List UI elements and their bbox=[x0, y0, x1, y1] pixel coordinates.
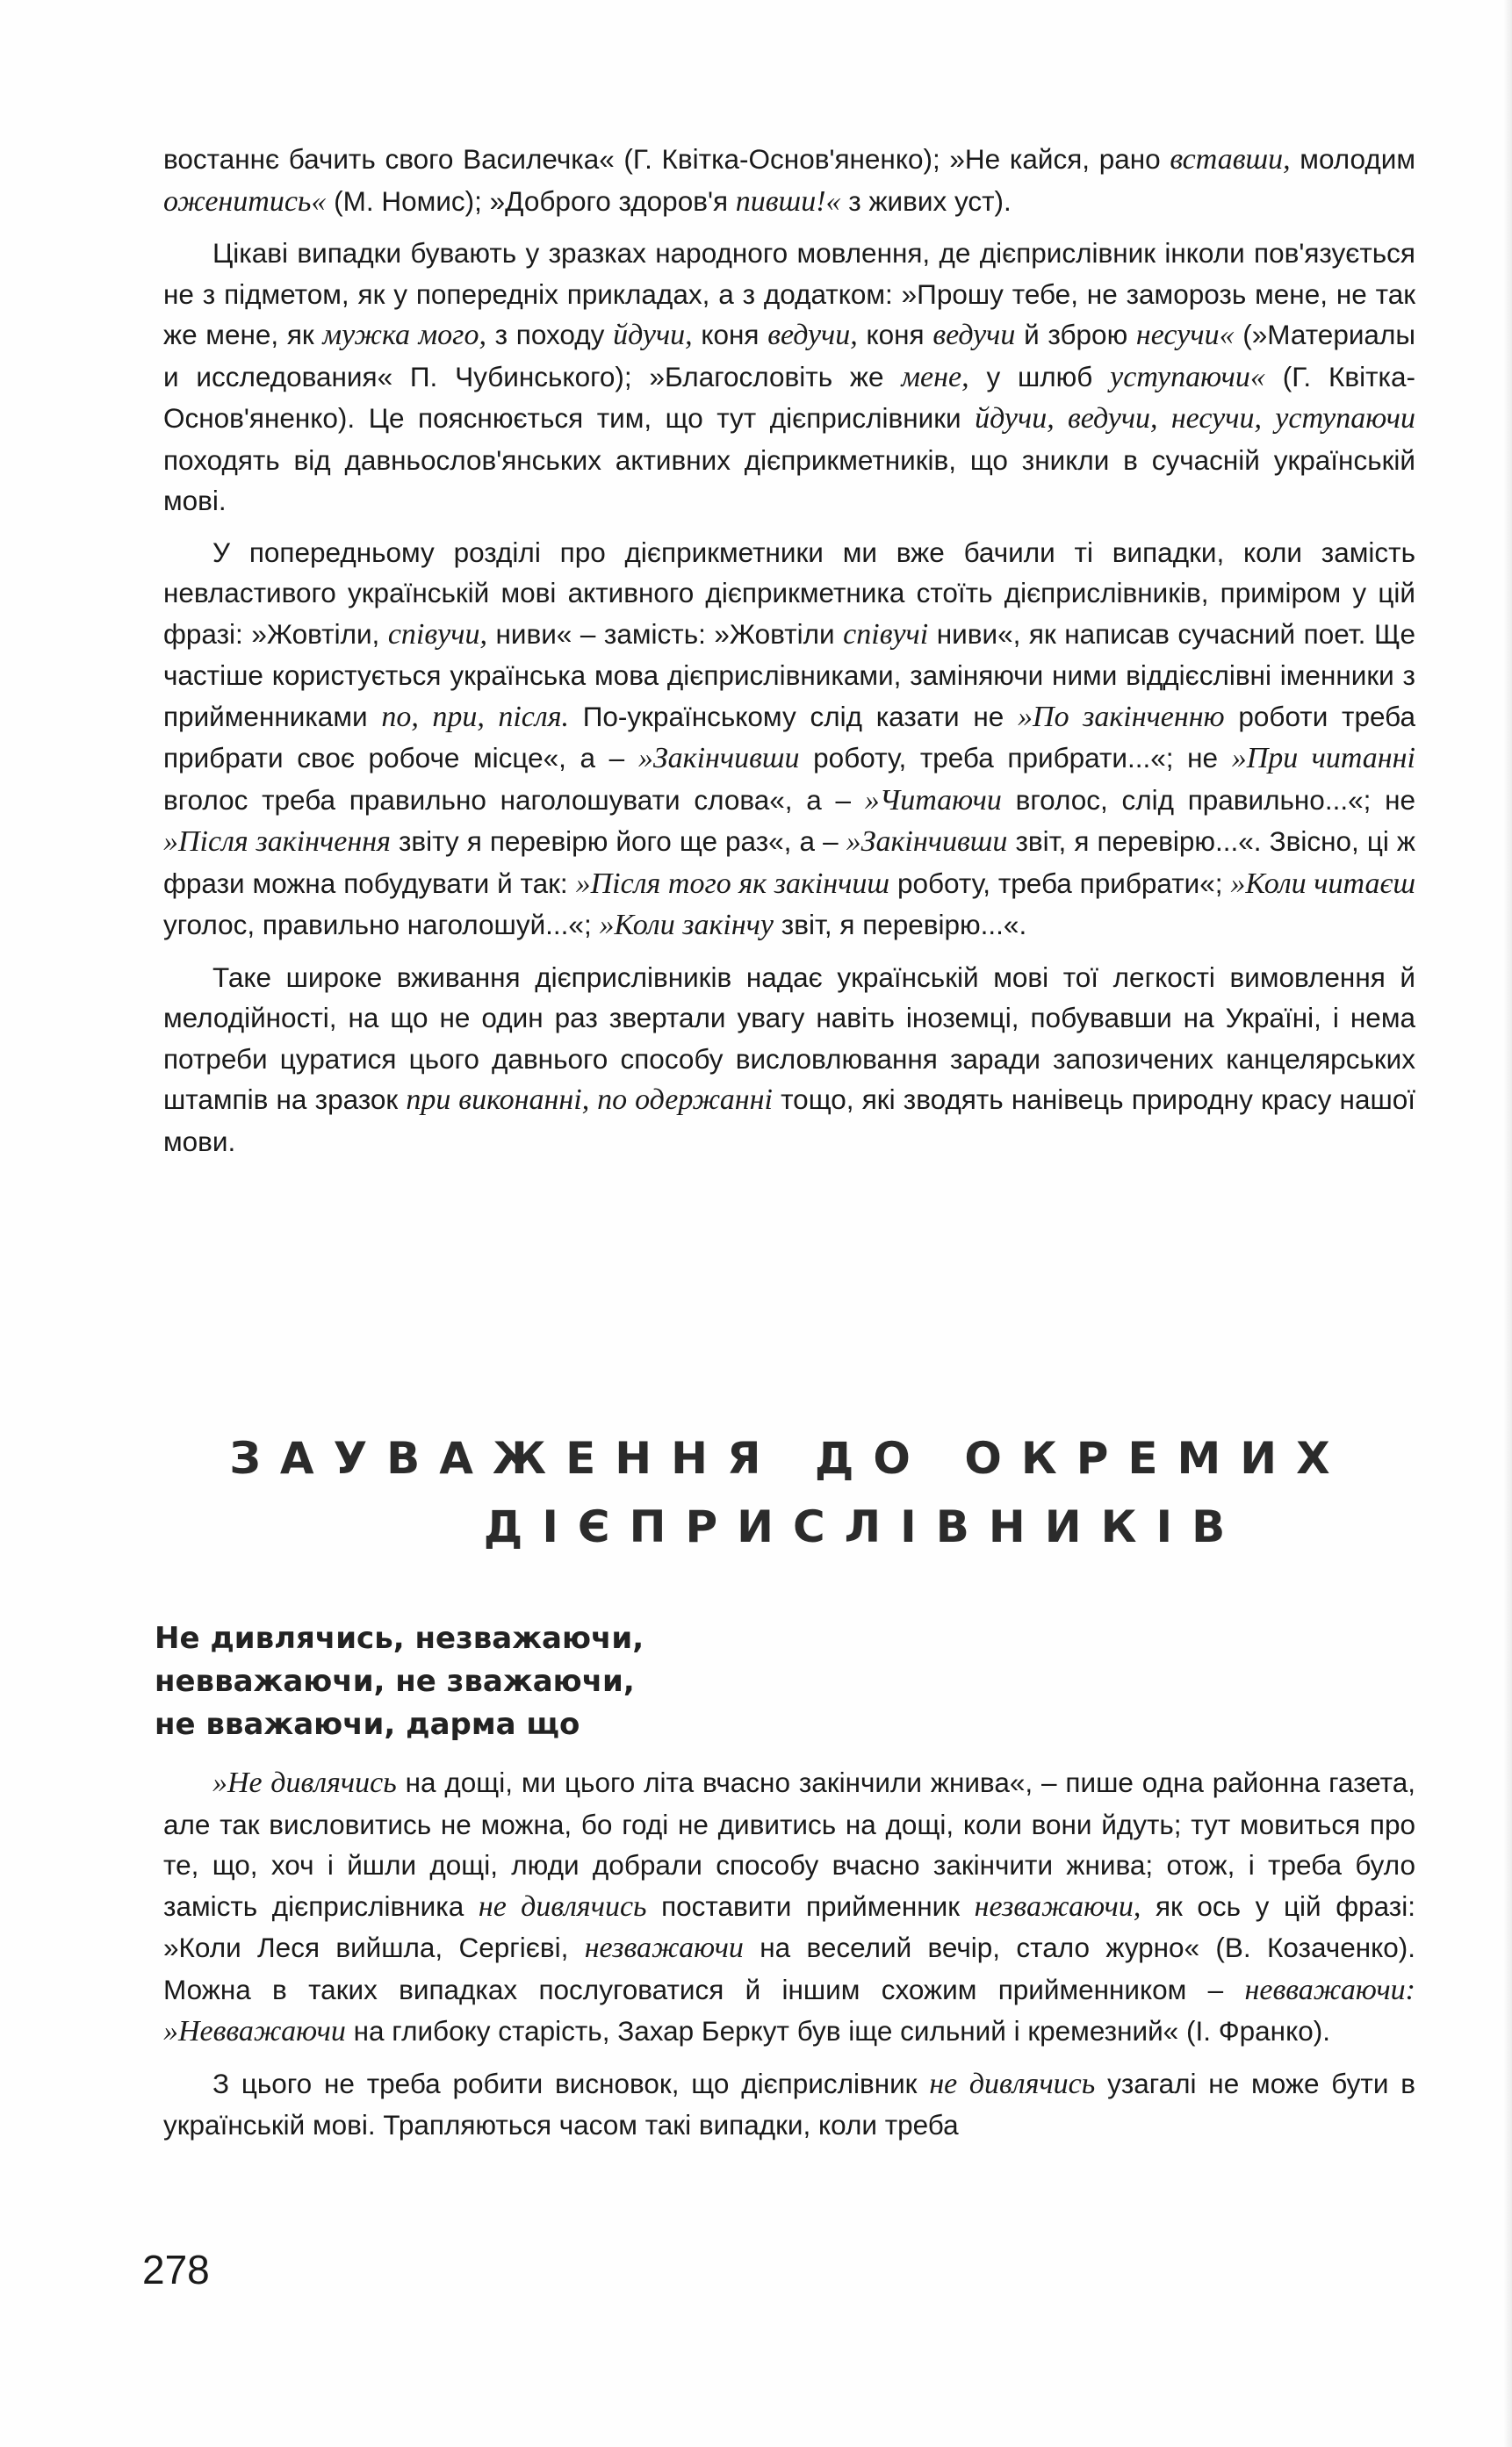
italic-phrase: »Закінчивши bbox=[637, 742, 800, 774]
text-run: роботи треба прибрати своє робоче місце«, а – bbox=[163, 700, 1415, 774]
text-run: (Г. Квітка-Основ'яненко). Це пояснюється тим, що тут дієприслівники bbox=[163, 360, 1416, 434]
text-run: (М. Номис); »Доброго здоров'я bbox=[326, 184, 736, 217]
italic-phrase: незважаючи bbox=[584, 1932, 744, 1964]
text-run: роботу, треба прибрати...«; не bbox=[799, 742, 1232, 774]
section-heading-line-2: ДІЄПРИСЛІВНИКІВ bbox=[483, 1501, 1245, 1552]
subsection-heading-line-2: невважаючи, не зважаючи, bbox=[155, 1664, 635, 1699]
paragraph bbox=[163, 139, 1415, 222]
italic-phrase: йдучи, bbox=[613, 319, 693, 351]
italic-phrase: »Коли закінчу bbox=[599, 909, 774, 941]
italic-phrase: оженитись« bbox=[163, 184, 327, 218]
text-run: (»Материалы и исследования« П. Чубинського); »Благословіть же bbox=[163, 319, 1415, 392]
italic-phrase: »Після закінчення bbox=[163, 825, 391, 858]
italic-phrase: при виконанні, по одержанні bbox=[406, 1083, 773, 1116]
paragraph bbox=[163, 2063, 1415, 2146]
text-run: коня bbox=[857, 319, 933, 350]
italic-phrase: »Не дивлячись bbox=[212, 1767, 397, 1799]
subsection-heading bbox=[155, 1617, 857, 1746]
text-run: коня bbox=[692, 319, 768, 350]
text-run: вголос, слід правильно...«; не bbox=[1001, 783, 1415, 816]
italic-phrase: йдучи, ведучи, несучи, уступаючи bbox=[975, 402, 1415, 435]
text-run: й зброю bbox=[1015, 319, 1136, 350]
paragraph bbox=[163, 233, 1415, 522]
italic-phrase: по, при, після. bbox=[381, 700, 569, 733]
italic-phrase: вставши, bbox=[1170, 143, 1291, 176]
page-edge-shadow bbox=[1503, 0, 1512, 2447]
paragraph bbox=[163, 957, 1415, 1162]
italic-phrase: »Коли читаєш bbox=[1230, 867, 1415, 900]
text-run: з живих уст). bbox=[840, 184, 1012, 217]
text-run: уголос, правильно наголошуй...«; bbox=[163, 909, 600, 940]
text-run: на дощі, ми цього літа вчасно закінчили жнива«, – пише одна районна газета, але так висловитись не можна, бо годі не дивитись на дощі, коли вони йдуть; тут мовиться про те, що, хоч і йшли дощі, люди добрали способу вчасно закінчити жнива; отож, і треба було замість дієприслівника bbox=[163, 1767, 1416, 1922]
body-text-top bbox=[163, 139, 1415, 1162]
text-run: востаннє бачить свого Василечка« (Г. Квітка-Основ'яненко); »Не кайся, рано bbox=[163, 143, 1170, 175]
text-run: звіту я перевірю його ще раз«, а – bbox=[390, 825, 846, 857]
paragraph bbox=[163, 1762, 1415, 2053]
text-run: походять від давньослов'янських активних дієприкметників, що зникли в сучасній українській мові. bbox=[163, 443, 1415, 516]
text-run: з походу bbox=[486, 319, 614, 350]
text-run: По-українському слід казати не bbox=[569, 700, 1019, 732]
text-run: вголос треба правильно наголошувати слова«, а – bbox=[163, 783, 865, 816]
text-run: ниви« – замість: »Жовтіли bbox=[486, 617, 844, 650]
page-number: 278 bbox=[142, 2247, 210, 2292]
text-run: Цікаві випадки бувають у зразках народного мовлення, де дієприслівник інколи пов'язується не з підметом, як у попередніх прикладах, а з додатком: »Прошу тебе, не заморозь мене, не так же мене, як bbox=[163, 237, 1415, 350]
italic-phrase: ведучи, bbox=[767, 319, 858, 351]
section-heading-line-1: ЗАУВАЖЕННЯ ДО ОКРЕМИХ bbox=[229, 1433, 1350, 1484]
text-run: З цього не треба робити висновок, що дієприслівник bbox=[212, 2067, 930, 2099]
text-run: як ось у цій фразі: »Коли Леся вийшла, Сергієві, bbox=[163, 1889, 1415, 1963]
italic-phrase: пивши!« bbox=[735, 184, 841, 218]
italic-phrase: ведучи bbox=[932, 319, 1016, 351]
text-run: звіт, я перевірю...«. Звісно, ці ж фрази можна побудувати й так: bbox=[163, 825, 1415, 899]
italic-phrase: невважаючи: »Невважаючи bbox=[163, 1973, 1415, 2048]
italic-phrase: співучи, bbox=[387, 617, 487, 651]
italic-phrase: незважаючи, bbox=[974, 1889, 1141, 1923]
italic-phrase: »По закінченню bbox=[1018, 700, 1225, 733]
text-run: Таке широке вживання дієприслівників надає українській мові тої легкості вимовлення й мелодійності, на що не один раз звертали увагу навіть іноземці, побувавши на Україні, і нема потреби цуратися цього давнього способу висловлювання заради запозичених канцелярських штампів на зразок bbox=[163, 961, 1415, 1115]
text-run: поставити прийменник bbox=[646, 1889, 975, 1922]
body-text-bottom bbox=[163, 1762, 1415, 2146]
italic-phrase: »Читаючи bbox=[864, 783, 1002, 817]
text-run: у шлюб bbox=[968, 360, 1111, 392]
italic-phrase: мужка мого, bbox=[322, 319, 486, 351]
italic-phrase: »Закінчивши bbox=[846, 825, 1008, 858]
section-heading bbox=[163, 1424, 1415, 1561]
text-run: молодим bbox=[1290, 143, 1415, 175]
italic-phrase: несучи« bbox=[1135, 319, 1235, 351]
italic-phrase: уступаючи« bbox=[1110, 360, 1265, 393]
text-run: тощо, які зводять нанівець природну красу нашої мови. bbox=[163, 1083, 1415, 1157]
text-run: на веселий вечір, стало журно« (В. Козаченко). Можна в таких випадках послуговатися й іншим схожим прийменником – bbox=[163, 1932, 1416, 2005]
italic-phrase: не дивлячись bbox=[929, 2067, 1096, 2100]
italic-phrase: »При читанні bbox=[1231, 742, 1415, 774]
text-run: ниви«, як написав сучасний поет. Ще частіше користується українська мова дієприслівниками, заміняючи ними віддієслівні іменники з прийменниками bbox=[163, 617, 1416, 732]
italic-phrase: співучі bbox=[843, 617, 929, 651]
text-run: узагалі не може бути в українській мові. Трапляються часом такі випадки, коли треба bbox=[163, 2067, 1415, 2141]
text-run: роботу, треба прибрати«; bbox=[889, 867, 1231, 899]
text-run: звіт, я перевірю...«. bbox=[774, 909, 1027, 940]
paragraph bbox=[163, 532, 1415, 946]
subsection-heading-line-3: не вважаючи, дарма що bbox=[155, 1707, 580, 1742]
italic-phrase: не дивлячись bbox=[478, 1889, 647, 1923]
italic-phrase: »Після того як закінчиш bbox=[575, 867, 890, 900]
subsection-heading-line-1: Не дивлячись, незважаючи, bbox=[155, 1621, 644, 1656]
text-run: на глибоку старість, Захар Беркут був іще сильний і кремезний« (І. Франко). bbox=[345, 2015, 1330, 2047]
text-run: У попередньому розділі про дієприкметники ми вже бачили ті випадки, коли замість невластивого українській мові активного дієприкметника стоїть дієприслівників, приміром у цій фразі: »Жовтіли, bbox=[163, 536, 1415, 650]
italic-phrase: мене, bbox=[901, 360, 969, 393]
